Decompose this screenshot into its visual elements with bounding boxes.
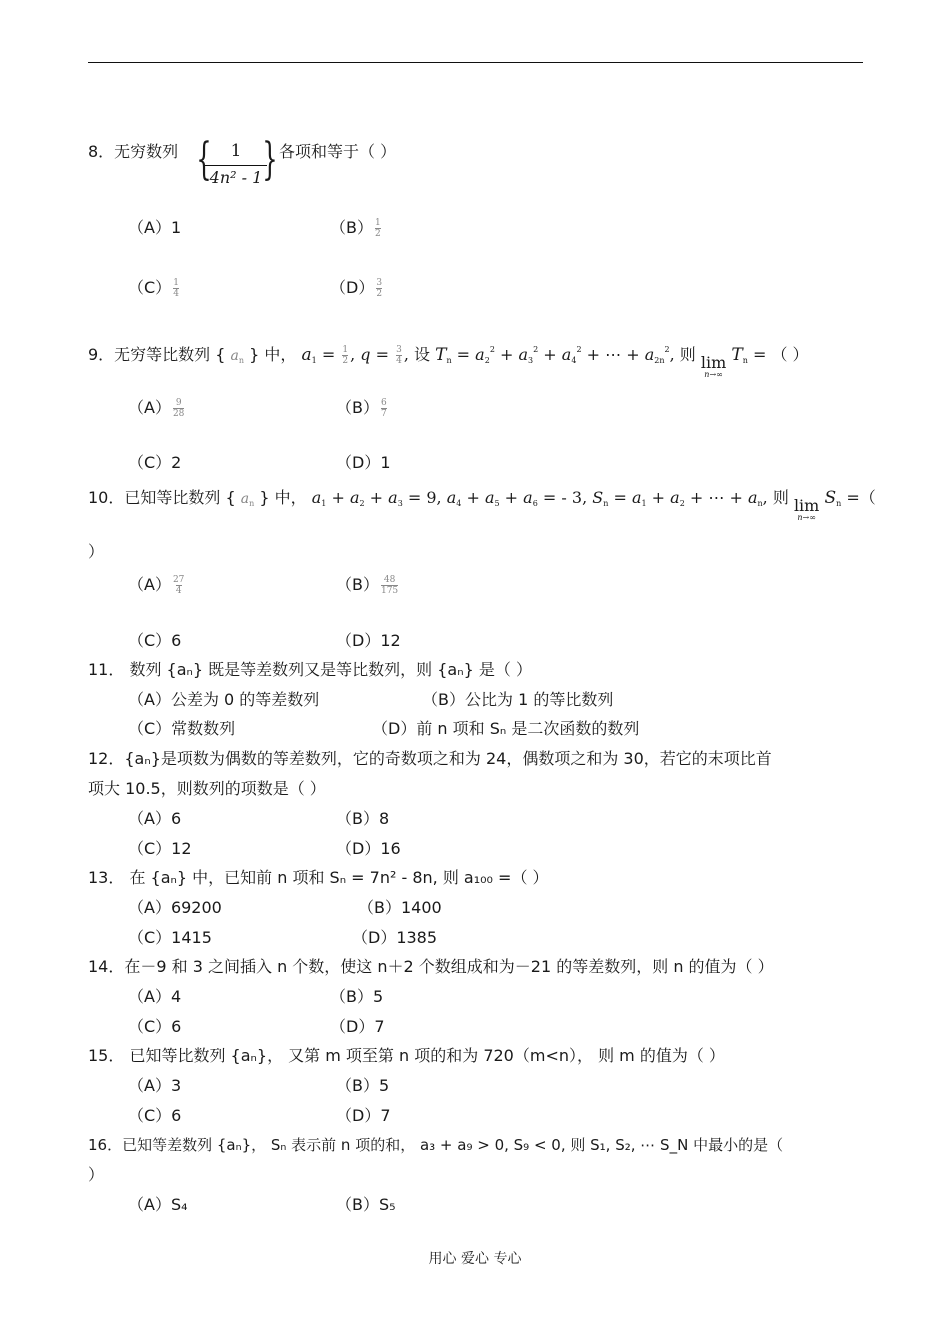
q14-option-c: （C）6 (128, 1017, 182, 1036)
q9-stem: 9．无穷等比数列 { $a_n$ } 中， $a_1$ = $\frac{1}{2}$ , q = $\frac{3}{4}$ , 设 $T_n = a_2^2 + a_3^2 + a_4^2$ + ⋯ + $a_{2n}^2$, 则 lim n→∞ $T_n$ = （ ） (88, 345, 809, 379)
q8-option-b-value: $\frac{1}{2}$ (374, 218, 381, 239)
q13-option-b: （B）1400 (358, 898, 442, 917)
q8-option-d-value: $\frac{3}{2}$ (376, 278, 383, 299)
q8-option-c: （C） $\frac{1}{4}$ (128, 278, 179, 299)
q8-frac-denominator: 4n² - 1 (209, 168, 263, 187)
q11-stem: 11． 数列 {aₙ} 既是等差数列又是等比数列，则 {aₙ} 是（ ） (88, 660, 532, 679)
q8-fraction (205, 141, 267, 187)
q15-option-a: （A）3 (128, 1076, 182, 1095)
q8-right-brace: } (262, 134, 278, 185)
q15-option-d: （D）7 (336, 1106, 391, 1125)
q14-option-b: （B）5 (330, 987, 384, 1006)
q8-option-a: （A）1 (128, 218, 182, 237)
header-rule (88, 62, 863, 63)
q13-stem: 13． 在 {aₙ} 中，已知前 n 项和 Sₙ = 7n² - 8n, 则 a₁₀₀ =（ ） (88, 868, 549, 887)
q10-stem-close: ） (88, 542, 105, 561)
q14-option-d: （D）7 (330, 1017, 385, 1036)
q10-option-d: （D）12 (336, 631, 401, 650)
q12-stem-line1: 12．{aₙ}是项数为偶数的等差数列，它的奇数项之和为 24，偶数项之和为 30，若它的末项比首 (88, 749, 772, 768)
q12-stem-line2: 项大 10.5，则数列的项数是（ ） (88, 779, 326, 798)
q10-option-a-value: $\frac{27}{4}$ (172, 575, 185, 596)
q12-option-d: （D）16 (336, 839, 401, 858)
q8-left-brace: { (196, 134, 212, 185)
q8-stem-prefix: 8．无穷数列 (88, 142, 179, 161)
q16-option-b: （B）S₅ (336, 1195, 396, 1214)
q9-option-a: （A） $\frac{9}{28}$ (128, 398, 185, 419)
q11-option-a: （A）公差为 0 的等差数列 (128, 690, 320, 709)
q8-option-d: （D） $\frac{3}{2}$ (330, 278, 383, 299)
q10-option-a: （A） $\frac{27}{4}$ (128, 575, 185, 596)
q12-option-b: （B）8 (336, 809, 390, 828)
page-footer: 用心 爱心 专心 (428, 1251, 522, 1267)
q10-stem: 10．已知等比数列 { $a_n$ } 中， $a_1 + a_2 + a_3 = 9$, $a_4 + a_5 + a_6$ = - 3, $S_n = a_1 + a_2$ + ⋯ + $a_n$, 则 lim n→∞ $S_n$ =（ (88, 488, 876, 522)
q15-option-c: （C）6 (128, 1106, 182, 1125)
q10-option-c: （C）6 (128, 631, 182, 650)
q14-option-a: （A）4 (128, 987, 182, 1006)
q16-option-a: （A）S₄ (128, 1195, 188, 1214)
q13-option-d: （D）1385 (352, 928, 438, 947)
q8-stem-suffix: 各项和等于（ ） (279, 142, 397, 161)
q12-option-a: （A）6 (128, 809, 182, 828)
q9-option-b-value: $\frac{6}{7}$ (380, 398, 387, 419)
q9-option-a-value: $\frac{9}{28}$ (172, 398, 185, 419)
q9-option-b: （B） $\frac{6}{7}$ (336, 398, 387, 419)
q8-option-c-value: $\frac{1}{4}$ (173, 278, 179, 299)
q10-option-b-value: $\frac{48}{175}$ (380, 575, 399, 596)
q8-option-b: （B） $\frac{1}{2}$ (330, 218, 381, 239)
q8-frac-numerator: 1 (230, 141, 242, 161)
q11-option-d: （D）前 n 项和 Sₙ 是二次函数的数列 (372, 719, 640, 738)
q9-option-d: （D）1 (336, 453, 391, 472)
q16-stem-line1: 16．已知等差数列 {aₙ}， Sₙ 表示前 n 项的和， a₃ + a₉ > 0, S₉ < 0, 则 S₁, S₂, ⋯ S_N 中最小的是（ (88, 1136, 784, 1154)
q11-option-b: （B）公比为 1 的等比数列 (422, 690, 614, 709)
q15-option-b: （B）5 (336, 1076, 390, 1095)
q14-stem: 14．在－9 和 3 之间插入 n 个数，使这 n＋2 个数组成和为－21 的等差数列，则 n 的值为（ ） (88, 957, 774, 976)
q9-option-c: （C）2 (128, 453, 182, 472)
q13-option-c: （C）1415 (128, 928, 212, 947)
q16-stem-line2: ） (88, 1165, 105, 1184)
q15-stem: 15． 已知等比数列 {aₙ}， 又第 m 项至第 n 项的和为 720（m<n）， 则 m 的值为（ ） (88, 1046, 725, 1065)
q8-frac-bar (205, 165, 267, 166)
q13-option-a: （A）69200 (128, 898, 222, 917)
q10-option-b: （B） $\frac{48}{175}$ (336, 575, 399, 596)
q11-option-c: （C）常数数列 (128, 719, 236, 738)
q12-option-c: （C）12 (128, 839, 192, 858)
